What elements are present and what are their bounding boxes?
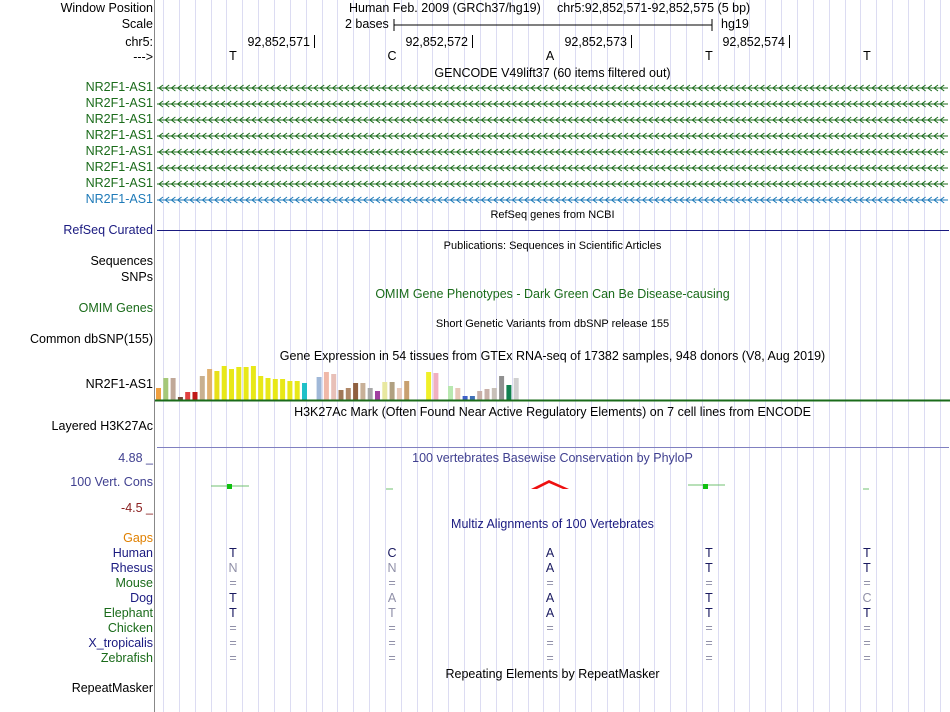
coordinate-tick: [631, 35, 632, 48]
species-label[interactable]: Rhesus: [110, 561, 153, 575]
gtex-tissue-bar: [485, 389, 490, 400]
alignment-base: T: [705, 546, 713, 560]
reference-base: T: [705, 49, 713, 63]
alignment-base: =: [229, 651, 237, 665]
gtex-tissue-bar: [463, 396, 468, 400]
alignment-base: =: [705, 651, 713, 665]
alignment-base: T: [705, 561, 713, 575]
gencode-transcript-label[interactable]: NR2F1-AS1: [85, 112, 153, 126]
coordinate-label: 92,852,572: [405, 35, 468, 49]
alignment-base: =: [863, 621, 871, 635]
alignment-base: =: [546, 636, 554, 650]
gtex-tissue-bar: [499, 376, 504, 400]
coordinate-tick: [789, 35, 790, 48]
gaps-label[interactable]: Gaps: [123, 531, 153, 545]
gtex-tissue-bar: [171, 378, 176, 400]
phylop-ymin: -4.5 _: [121, 501, 153, 515]
alignment-base: T: [229, 546, 237, 560]
gtex-tissue-bar: [229, 369, 234, 400]
alignment-base: C: [387, 546, 397, 560]
gencode-transcript-label[interactable]: NR2F1-AS1: [85, 96, 153, 110]
position-text: chr5:92,852,571-92,852,575 (5 bp): [557, 1, 751, 15]
h3k27ac-label[interactable]: Layered H3K27Ac: [51, 419, 153, 433]
omim-track-title: OMIM Gene Phenotypes - Dark Green Can Be Disease-causing: [375, 287, 730, 301]
reference-base: C: [387, 49, 397, 63]
alignment-base: A: [545, 561, 555, 575]
gencode-transcript-line[interactable]: [157, 178, 948, 190]
scale-bar: [393, 17, 715, 33]
gencode-transcript-label[interactable]: NR2F1-AS1: [85, 128, 153, 142]
alignment-base: =: [388, 636, 396, 650]
gtex-tissue-bar: [375, 391, 380, 400]
gtex-tissue-bar: [222, 366, 227, 400]
gtex-bar-chart[interactable]: [155, 362, 950, 402]
gtex-tissue-bar: [382, 382, 387, 400]
chrom-label: chr5:: [125, 35, 153, 49]
alignment-base: A: [387, 591, 397, 605]
gencode-track-title: GENCODE V49lift37 (60 items filtered out): [434, 66, 671, 80]
phylop-mark-4-peak: [703, 484, 708, 489]
h3k27ac-baseline: [157, 447, 949, 448]
gtex-tissue-bar: [251, 366, 256, 400]
gtex-tissue-bar: [426, 372, 431, 400]
gtex-tissue-bar: [273, 379, 278, 400]
gtex-tissue-bar: [295, 381, 300, 400]
gtex-tissue-bar: [346, 388, 351, 400]
gtex-tissue-bar: [214, 371, 219, 400]
alignment-base: =: [705, 636, 713, 650]
gtex-tissue-bar: [266, 378, 271, 400]
gencode-transcript-label[interactable]: NR2F1-AS1: [85, 176, 153, 190]
alignment-base: C: [862, 591, 872, 605]
alignment-base: A: [545, 591, 555, 605]
gtex-tissue-bar: [455, 388, 460, 400]
alignment-base: T: [863, 546, 871, 560]
gtex-tissue-bar: [200, 376, 205, 400]
species-label[interactable]: Human: [112, 546, 153, 560]
alignment-base: =: [705, 621, 713, 635]
alignment-base: N: [228, 561, 238, 575]
phylop-ymax: 4.88 _: [118, 451, 153, 465]
scale-text: 2 bases: [345, 17, 389, 31]
gencode-transcript-label[interactable]: NR2F1-AS1: [85, 192, 153, 206]
alignment-base: =: [863, 576, 871, 590]
gtex-tissue-bar: [390, 382, 395, 400]
h3k27ac-track-title: H3K27Ac Mark (Often Found Near Active Regulatory Elements) on 7 cell lines from ENCODE: [294, 405, 811, 419]
gencode-transcript-line[interactable]: [157, 98, 948, 110]
alignment-base: T: [229, 606, 237, 620]
sequences-label[interactable]: Sequences: [90, 254, 153, 268]
gtex-tissue-bar: [360, 383, 365, 400]
phylop-track-title: 100 vertebrates Basewise Conservation by PhyloP: [412, 451, 693, 465]
alignment-base: T: [863, 606, 871, 620]
gtex-tissue-bar: [236, 367, 241, 400]
gtex-tissue-bar: [368, 388, 373, 400]
alignment-base: T: [705, 606, 713, 620]
publications-track-title: Publications: Sequences in Scientific Articles: [443, 240, 662, 252]
gencode-transcript-line[interactable]: [157, 114, 948, 126]
alignment-base: T: [229, 591, 237, 605]
multiz-track-title: Multiz Alignments of 100 Vertebrates: [451, 517, 654, 531]
gtex-tissue-bar: [324, 372, 329, 400]
gtex-tissue-bar: [317, 377, 322, 400]
species-label[interactable]: X_tropicalis: [88, 636, 153, 650]
gtex-tissue-bar: [287, 381, 292, 400]
phylop-label[interactable]: 100 Vert. Cons: [70, 475, 153, 489]
coordinate-label: 92,852,574: [722, 35, 785, 49]
reference-base: T: [863, 49, 871, 63]
gencode-transcript-label[interactable]: NR2F1-AS1: [85, 160, 153, 174]
alignment-base: =: [705, 576, 713, 590]
gencode-transcript-line[interactable]: [157, 162, 948, 174]
gtex-tissue-bar: [207, 369, 212, 400]
gencode-transcript-label[interactable]: NR2F1-AS1: [85, 144, 153, 158]
coordinate-tick: [314, 35, 315, 48]
gtex-tissue-bar: [433, 373, 438, 400]
alignment-base: =: [388, 621, 396, 635]
alignment-base: =: [863, 636, 871, 650]
repeatmasker-label[interactable]: RepeatMasker: [71, 681, 153, 695]
alignment-base: N: [387, 561, 397, 575]
coordinate-tick: [472, 35, 473, 48]
refseq-gene-line[interactable]: [157, 230, 949, 231]
scale-label: Scale: [121, 17, 153, 31]
gtex-tissue-bar: [193, 392, 198, 400]
window-position-label: Window Position: [60, 1, 153, 15]
alignment-base: =: [388, 576, 396, 590]
gtex-tissue-bar: [397, 388, 402, 400]
coordinate-label: 92,852,573: [564, 35, 627, 49]
repeatmasker-track-title: Repeating Elements by RepeatMasker: [445, 667, 660, 681]
gencode-transcript-label[interactable]: NR2F1-AS1: [85, 80, 153, 94]
alignment-base: =: [546, 621, 554, 635]
gtex-tissue-bar: [163, 378, 168, 400]
alignment-base: =: [388, 651, 396, 665]
alignment-base: =: [229, 621, 237, 635]
gtex-tissue-bar: [477, 391, 482, 400]
snps-label[interactable]: SNPs: [121, 270, 153, 284]
gencode-transcript-line[interactable]: [157, 130, 948, 142]
species-label[interactable]: Chicken: [107, 621, 153, 635]
gencode-transcript-line[interactable]: [157, 146, 948, 158]
coordinate-label: 92,852,571: [247, 35, 310, 49]
gtex-label[interactable]: NR2F1-AS1: [85, 377, 153, 391]
phylop-signal[interactable]: [155, 470, 950, 500]
assembly-text: Human Feb. 2009 (GRCh37/hg19): [349, 1, 541, 15]
dbsnp-label[interactable]: Common dbSNP(155): [30, 332, 153, 346]
gencode-transcript-line[interactable]: [157, 194, 948, 206]
species-label[interactable]: Elephant: [103, 606, 153, 620]
gtex-tissue-bar: [185, 392, 190, 400]
gtex-tissue-bar: [506, 385, 511, 400]
gtex-tissue-bar: [156, 388, 161, 400]
gtex-tissue-bar: [470, 396, 475, 400]
alignment-base: =: [863, 651, 871, 665]
omim-label[interactable]: OMIM Genes: [78, 301, 153, 315]
alignment-base: T: [388, 606, 396, 620]
gtex-tissue-bar: [244, 367, 249, 400]
alignment-base: =: [546, 651, 554, 665]
gtex-tissue-bar: [404, 381, 409, 400]
gtex-tissue-bar: [280, 379, 285, 400]
gtex-tissue-bar: [353, 383, 358, 400]
scale-db: hg19: [721, 17, 749, 31]
gtex-track-title: Gene Expression in 54 tissues from GTEx RNA-seq of 17382 samples, 948 donors (V8, Aug 2019): [279, 349, 826, 363]
gtex-tissue-bar: [448, 386, 453, 400]
refseq-track-title: RefSeq genes from NCBI: [490, 209, 615, 221]
dbsnp-track-title: Short Genetic Variants from dbSNP release 155: [435, 318, 670, 330]
phylop-mark-1-peak: [227, 484, 232, 489]
gtex-tissue-bar: [331, 374, 336, 400]
alignment-base: T: [705, 591, 713, 605]
reference-base: T: [229, 49, 237, 63]
gtex-tissue-bar: [514, 378, 519, 400]
gtex-tissue-bar: [492, 388, 497, 400]
alignment-base: =: [229, 576, 237, 590]
gtex-tissue-bar: [258, 376, 263, 400]
reference-base: A: [545, 49, 555, 63]
gtex-tissue-bar: [302, 383, 307, 400]
gencode-transcript-line[interactable]: [157, 82, 948, 94]
strand-label: --->: [133, 50, 153, 64]
species-label[interactable]: Dog: [130, 591, 153, 605]
alignment-base: A: [545, 546, 555, 560]
gtex-tissue-bar: [339, 390, 344, 400]
refseq-label[interactable]: RefSeq Curated: [63, 223, 153, 237]
alignment-base: =: [229, 636, 237, 650]
alignment-base: A: [545, 606, 555, 620]
species-label[interactable]: Zebrafish: [100, 651, 153, 665]
alignment-base: T: [863, 561, 871, 575]
phylop-mark-3: [531, 480, 569, 489]
species-label[interactable]: Mouse: [115, 576, 153, 590]
alignment-base: =: [546, 576, 554, 590]
